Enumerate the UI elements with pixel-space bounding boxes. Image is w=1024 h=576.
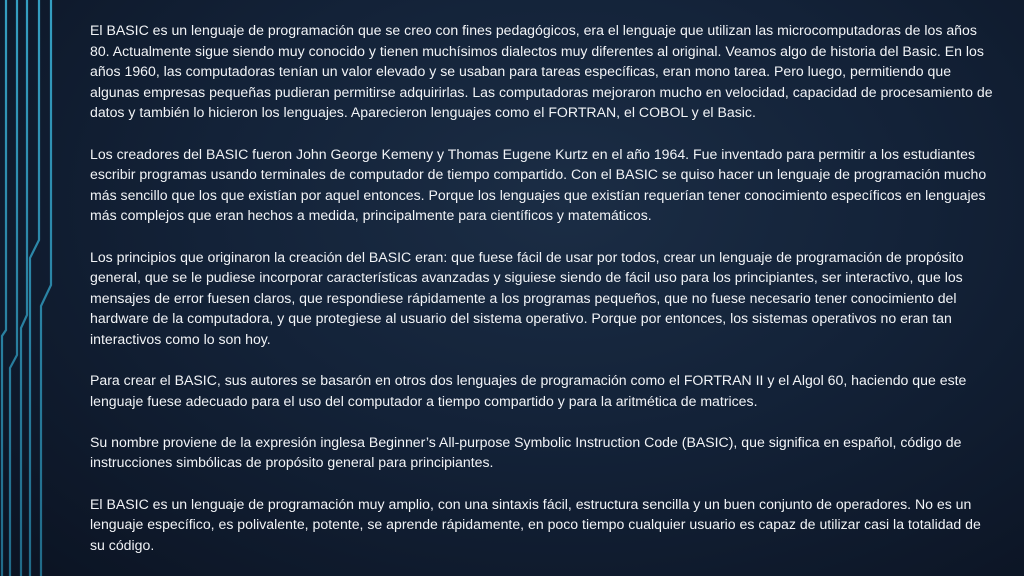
- circuit-line-5: [41, 0, 51, 576]
- paragraph-creators: Los creadores del BASIC fueron John George Kemeny y Thomas Eugene Kurtz en el año 1964. Fue inventado para permitir a los estudiantes escribir programas usando terminales de computador de tiempo compartido. Con el BASIC se quiso hacer un lenguaje de programación mucho más sencillo que los que existían por aquel entonces. Porque los lenguajes que existían requerían tener conocimiento específicos en lenguajes más complejos que eran hechos a medida, principalmente para científicos y matemáticos.: [90, 145, 987, 224]
- paragraph-intro: El BASIC es un lenguaje de programación que se creo con fines pedagógicos, era el lenguaje que utilizan las microcomputadoras de los años 80. Actualmente sigue siendo muy conocido y tienen muchísimos dialectos muy diferentes al original. Veamos algo de historia del Basic. En los años 1960, las computadoras tenían un valor elevado y se usaban para tareas específicas, eran mono tarea. Pero luego, permitiendo que algunas empresas pequeñas pudieran permitirse adquirirlas. Las computadoras mejoraron mucho en velocidad, capacidad de procesamiento de datos y también lo hicieron los lenguajes. Aparecieron lenguajes como el FORTRAN, el COBOL y el Basic.: [90, 22, 993, 121]
- slide-body: [90, 20, 995, 555]
- paragraph-origins: Para crear el BASIC, sus autores se basarón en otros dos lenguajes de programación como el FORTRAN II y el Algol 60, haciendo que este lenguaje fuese adecuado para el uso del computador a tiempo compartido y para la aritmética de matrices.: [90, 372, 967, 409]
- paragraph-features: El BASIC es un lenguaje de programación muy amplio, con una sintaxis fácil, estructura sencilla y un buen conjunto de operadores. No es un lenguaje específico, es polivalente, potente, se aprende rápidamente, en poco tiempo cualquier usuario es capaz de utilizar casi la totalidad de su código.: [90, 495, 981, 553]
- decorative-circuit-lines: [0, 0, 80, 576]
- paragraph-name-meaning: Su nombre proviene de la expresión inglesa Beginner’s All-purpose Symbolic Instruction Code (BASIC), que significa en español, código de instrucciones simbólicas de propósito general para principiantes.: [90, 433, 962, 471]
- circuit-line-3: [21, 0, 27, 576]
- circuit-line-2: [10, 0, 17, 576]
- paragraph-principles: Los principios que originaron la creación del BASIC eran: que fuese fácil de usar por todos, crear un lenguaje de programación de propósito general, que se le pudiese incorporar características avanzadas y siguiese siendo de fácil uso para los principiantes, ser interactivo, que los mensajes de error fuesen claros, que respondiese rápidamente a los programas pequeños, que no fuese necesario tener conocimiento del hardware de la computadora, y que protegiese al usuario del sistema operativo. Porque por entonces, los sistemas operativos no eran tan interactivos como lo son hoy.: [90, 248, 964, 347]
- circuit-line-4: [30, 0, 39, 576]
- circuit-line-1: [2, 0, 6, 576]
